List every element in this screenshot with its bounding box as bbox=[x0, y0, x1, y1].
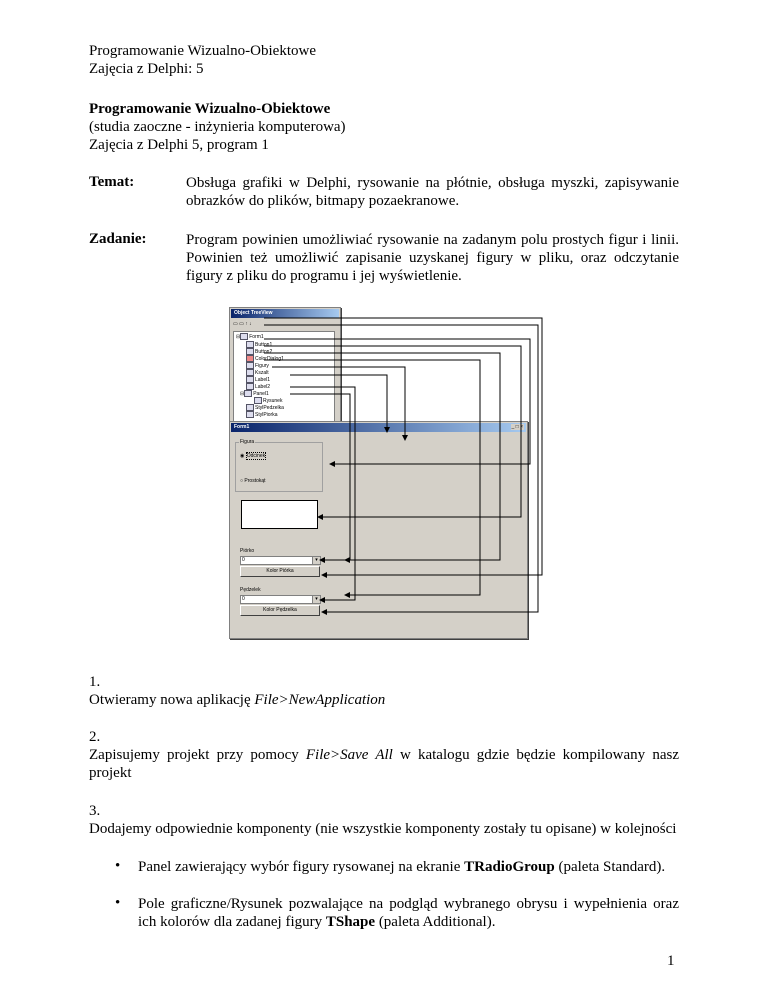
tree-item: Button2 bbox=[246, 348, 272, 356]
tree-item: Button1 bbox=[246, 341, 272, 349]
doc-title: Programowanie Wizualno-Obiektowe bbox=[89, 101, 331, 117]
header-line-1: Programowanie Wizualno-Obiektowe bbox=[89, 43, 316, 59]
task-text: Program powinien umożliwiać rysowanie na zadanym polu prostych figur i linii. Powinien też umożliwić zapisanie uzyskanej figury w pliku, oraz odczytanie figury z pliku do programu i jej wyświetlenie. bbox=[186, 232, 679, 284]
bullet-1-text: Panel zawierający wybór figury rysowanej na ekranie TRadioGroup (paleta Standard). bbox=[138, 859, 666, 875]
brush-label: Pędzelek bbox=[240, 587, 261, 593]
pen-label: Piórko bbox=[240, 548, 255, 554]
brush-style-combo[interactable]: 0 ▾ bbox=[240, 595, 321, 604]
radiogroup-caption: Figura bbox=[240, 439, 255, 445]
pen-color-button[interactable]: Kolor Piórka bbox=[240, 566, 320, 577]
tree-item: StylPedzelka bbox=[246, 404, 284, 412]
step-2-text: Zapisujemy projekt przy pomocy File>Save All w katalogu gdzie będzie kompilowany nasz projekt bbox=[89, 747, 679, 781]
pen-style-combo[interactable]: 0 ▾ bbox=[240, 556, 321, 565]
radio-odcinek[interactable]: ◉ Odcinek bbox=[240, 453, 266, 459]
treeview-toolbar: ▭ ▭ ↑ ↓ bbox=[233, 321, 252, 327]
brush-color-button[interactable]: Kolor Pędzelka bbox=[240, 605, 320, 616]
tree-item: Label2 bbox=[246, 383, 270, 391]
step-3-number: 3. bbox=[89, 803, 101, 819]
header-line-2: Zajęcia z Delphi: 5 bbox=[89, 61, 204, 77]
tree-item: ⊟ Form1 bbox=[236, 333, 264, 340]
step-3-text: Dodajemy odpowiednie komponenty (nie wszystkie komponenty zostały tu opisane) w kolejności bbox=[89, 821, 677, 837]
tree-item: ⊟ Panel1 bbox=[240, 390, 269, 397]
treeview-titlebar: Object TreeView bbox=[231, 309, 339, 318]
doc-subtitle: (studia zaoczne - inżynieria komputerowa) bbox=[89, 119, 346, 135]
step-2-number: 2. bbox=[89, 729, 101, 745]
form1-titlebar: Form1 bbox=[231, 423, 526, 432]
radio-prostokat[interactable]: ○ Prostokąt bbox=[240, 478, 266, 484]
tree-item: Figury bbox=[246, 362, 269, 370]
topic-label: Temat: bbox=[89, 174, 135, 190]
page-number: 1 bbox=[667, 953, 675, 969]
bullet-icon: • bbox=[115, 895, 121, 911]
doc-course: Zajęcia z Delphi 5, program 1 bbox=[89, 137, 269, 153]
topic-text: Obsługa grafiki w Delphi, rysowanie na płótnie, obsługa myszki, zapisywanie obrazków do plików, bitmapy pozaekranowe. bbox=[186, 175, 679, 209]
task-label: Zadanie: bbox=[89, 231, 147, 247]
bullet-2-text: Pole graficzne/Rysunek pozwalające na podgląd wybranego obrysu i wypełnienia oraz ich kolorów dla zadanej figury TShape (paleta Additional). bbox=[138, 896, 679, 930]
bullet-icon: • bbox=[115, 858, 121, 874]
window-controls: _ □ × bbox=[511, 424, 523, 430]
tree-item: Rysunek bbox=[254, 397, 282, 405]
tree-item: Kszalt bbox=[246, 369, 269, 377]
tree-item: ColorDialog1 bbox=[246, 355, 284, 363]
tree-item: StylPiorka bbox=[246, 411, 278, 419]
step-1-number: 1. bbox=[89, 674, 101, 690]
tree-item: Label1 bbox=[246, 376, 270, 384]
step-1-text: Otwieramy nowa aplikację File>NewApplication bbox=[89, 692, 386, 708]
